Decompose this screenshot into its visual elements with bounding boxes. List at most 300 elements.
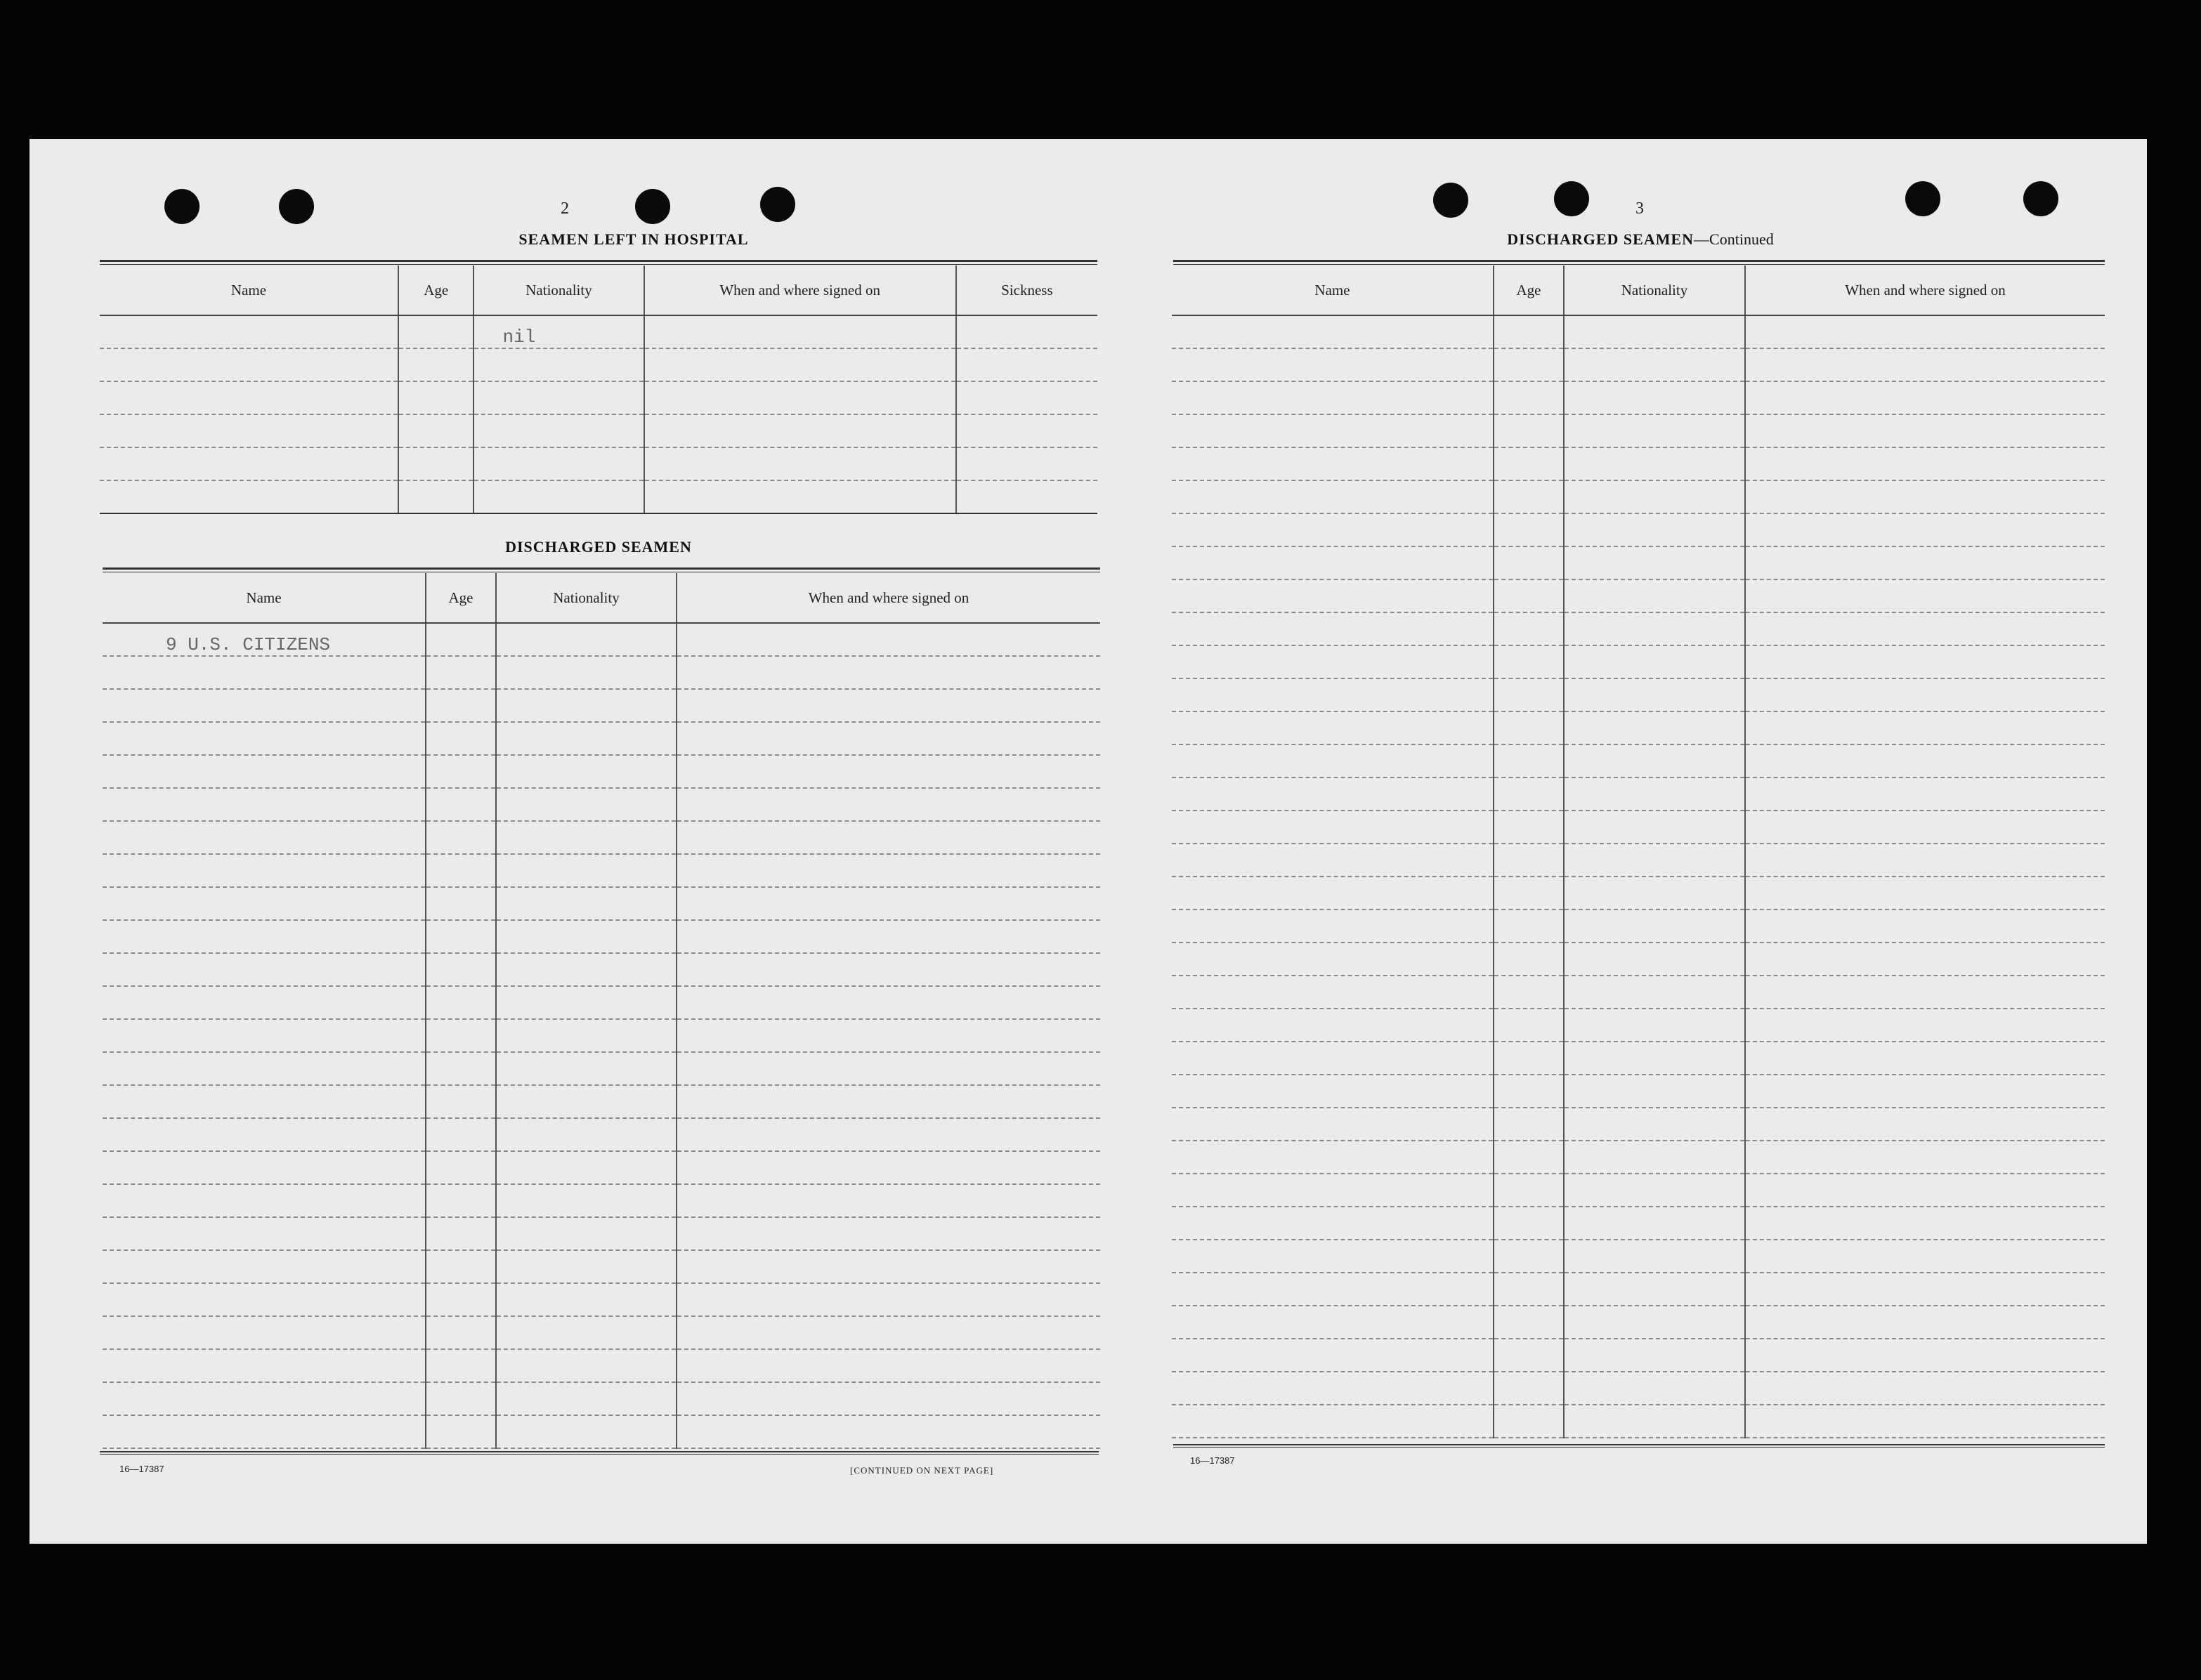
cell-nationality xyxy=(1564,1273,1745,1306)
cell-age xyxy=(1494,1108,1564,1141)
punch-hole xyxy=(635,189,670,224)
cell-age xyxy=(426,755,496,788)
cell-nationality xyxy=(1564,612,1745,645)
cell-age xyxy=(1494,844,1564,877)
cell-nationality xyxy=(496,1118,677,1151)
table-row xyxy=(1172,777,2105,811)
column-header-age: Age xyxy=(1494,265,1564,315)
punch-hole xyxy=(1905,181,1940,216)
cell-nationality xyxy=(473,480,644,513)
cell-name xyxy=(100,480,398,513)
cell-signed-on xyxy=(1745,711,2105,744)
column-header-age: Age xyxy=(426,573,496,623)
cell-signed-on xyxy=(677,1118,1100,1151)
cell-name xyxy=(1172,1240,1494,1273)
cell-name xyxy=(1172,877,1494,910)
cell-age xyxy=(1494,348,1564,381)
cell-age xyxy=(1494,546,1564,579)
table-row xyxy=(1172,678,2105,711)
cell-age xyxy=(1494,744,1564,777)
discharged-header-row xyxy=(103,573,1100,623)
cell-signed-on xyxy=(677,1283,1100,1316)
cell-signed-on xyxy=(1745,976,2105,1009)
cell-nationality xyxy=(1564,1240,1745,1273)
form-number-left: 16—17387 xyxy=(119,1464,164,1474)
cell-age xyxy=(1494,414,1564,447)
ledger-sheet xyxy=(30,139,2147,1544)
cell-nationality xyxy=(496,1415,677,1448)
cell-name xyxy=(103,1250,426,1283)
cell-signed-on xyxy=(1745,1042,2105,1075)
cell-nationality xyxy=(473,414,644,447)
cell-signed-on xyxy=(1745,943,2105,976)
cell-nationality: nil xyxy=(473,315,644,348)
cell-name xyxy=(1172,1042,1494,1075)
table-row xyxy=(1172,1075,2105,1108)
cell-name xyxy=(103,1217,426,1250)
cell-name xyxy=(103,1151,426,1184)
table-row xyxy=(1172,612,2105,645)
table-row xyxy=(1172,645,2105,678)
cell-nationality xyxy=(496,755,677,788)
cell-age xyxy=(426,1250,496,1283)
right-bottom-rule xyxy=(1173,1444,2105,1448)
cell-signed-on xyxy=(1745,348,2105,381)
cell-signed-on xyxy=(677,1151,1100,1184)
table-row xyxy=(1172,744,2105,777)
cell-name xyxy=(1172,678,1494,711)
cell-nationality xyxy=(496,887,677,920)
table-row xyxy=(103,1184,1100,1217)
cell-age xyxy=(1494,1405,1564,1438)
cell-age xyxy=(1494,877,1564,910)
cell-signed-on xyxy=(1745,877,2105,910)
cell-signed-on xyxy=(677,722,1100,755)
cell-nationality xyxy=(496,920,677,953)
cell-name xyxy=(1172,447,1494,480)
table-row xyxy=(1172,414,2105,447)
table-row xyxy=(103,1415,1100,1448)
cell-name xyxy=(1172,1108,1494,1141)
cell-nationality xyxy=(1564,678,1745,711)
cell-age xyxy=(426,1283,496,1316)
cell-nationality xyxy=(473,348,644,381)
table-row xyxy=(103,1085,1100,1118)
cell-signed-on xyxy=(1745,546,2105,579)
cell-age xyxy=(426,1019,496,1052)
column-header-name: Name xyxy=(1172,265,1494,315)
table-row xyxy=(103,920,1100,953)
cell-signed-on xyxy=(1745,579,2105,612)
cell-signed-on xyxy=(1745,744,2105,777)
cell-nationality xyxy=(496,1151,677,1184)
cell-age xyxy=(1494,513,1564,546)
cell-age xyxy=(1494,480,1564,513)
table-row xyxy=(1172,546,2105,579)
table-row xyxy=(1172,1207,2105,1240)
cell-name xyxy=(1172,612,1494,645)
cell-signed-on xyxy=(677,887,1100,920)
table-row xyxy=(100,480,1097,513)
cell-signed-on xyxy=(1745,414,2105,447)
table-row xyxy=(103,656,1100,689)
cell-nationality xyxy=(1564,1339,1745,1372)
cell-signed-on xyxy=(1745,480,2105,513)
table-row xyxy=(103,986,1100,1019)
cell-nationality xyxy=(496,1283,677,1316)
table-row xyxy=(103,1316,1100,1349)
cell-signed-on xyxy=(677,689,1100,722)
table-row xyxy=(1172,943,2105,976)
column-header-age: Age xyxy=(398,265,474,315)
cell-age xyxy=(1494,645,1564,678)
cell-name xyxy=(103,1052,426,1085)
table-row xyxy=(1172,910,2105,943)
cell-age xyxy=(426,623,496,656)
cell-signed-on xyxy=(1745,1240,2105,1273)
cell-age xyxy=(1494,910,1564,943)
cell-signed-on xyxy=(1745,777,2105,811)
table-row xyxy=(103,1349,1100,1382)
cell-age xyxy=(1494,1240,1564,1273)
cell-nationality xyxy=(496,953,677,986)
cell-signed-on xyxy=(1745,811,2105,844)
cell-name xyxy=(1172,1141,1494,1174)
cell-signed-on xyxy=(677,1184,1100,1217)
cell-name: 9 U.S. CITIZENS xyxy=(103,623,426,656)
cell-name xyxy=(1172,943,1494,976)
cell-nationality xyxy=(496,986,677,1019)
column-header-signed-on: When and where signed on xyxy=(677,573,1100,623)
table-row xyxy=(1172,1372,2105,1405)
cell-name xyxy=(100,447,398,480)
cell-name xyxy=(103,1316,426,1349)
cell-name xyxy=(1172,1075,1494,1108)
table-row xyxy=(103,821,1100,854)
cell-age xyxy=(1494,1306,1564,1339)
cell-nationality xyxy=(1564,579,1745,612)
cell-age xyxy=(1494,777,1564,811)
cell-name xyxy=(103,986,426,1019)
table-row xyxy=(1172,480,2105,513)
cell-sickness xyxy=(956,414,1097,447)
cell-name xyxy=(103,689,426,722)
cell-name xyxy=(1172,844,1494,877)
cell-age xyxy=(1494,976,1564,1009)
punch-hole xyxy=(1554,181,1589,216)
column-header-signed-on: When and where signed on xyxy=(1745,265,2105,315)
cell-signed-on xyxy=(677,1250,1100,1283)
cell-age xyxy=(398,447,474,480)
cell-name xyxy=(100,348,398,381)
cell-nationality xyxy=(496,656,677,689)
cell-signed-on xyxy=(1745,1174,2105,1207)
discharged-continued-title xyxy=(1173,230,2108,249)
cell-nationality xyxy=(496,1085,677,1118)
table-row xyxy=(103,722,1100,755)
table-row xyxy=(1172,711,2105,744)
cell-signed-on xyxy=(1745,612,2105,645)
table-row xyxy=(103,755,1100,788)
cell-nationality xyxy=(1564,1372,1745,1405)
cell-age xyxy=(426,1151,496,1184)
cell-name xyxy=(1172,1207,1494,1240)
cell-age xyxy=(426,920,496,953)
cell-age xyxy=(398,381,474,414)
cell-nationality xyxy=(496,788,677,821)
cell-name xyxy=(100,414,398,447)
cell-age xyxy=(1494,1372,1564,1405)
cell-name xyxy=(103,887,426,920)
cell-nationality xyxy=(496,821,677,854)
table-row xyxy=(1172,1141,2105,1174)
cell-name xyxy=(1172,1273,1494,1306)
discharged-table-left xyxy=(103,573,1100,1449)
form-number-right: 16—17387 xyxy=(1190,1455,1235,1466)
cell-nationality xyxy=(1564,1141,1745,1174)
cell-age xyxy=(426,854,496,887)
cell-name xyxy=(1172,315,1494,348)
table-row xyxy=(1172,579,2105,612)
cell-age xyxy=(1494,579,1564,612)
table-row xyxy=(103,623,1100,656)
cell-nationality xyxy=(1564,645,1745,678)
cell-signed-on xyxy=(644,381,956,414)
cell-sickness xyxy=(956,315,1097,348)
cell-name xyxy=(103,1085,426,1118)
cell-sickness xyxy=(956,447,1097,480)
table-row xyxy=(100,447,1097,480)
column-header-name: Name xyxy=(100,265,398,315)
cell-name xyxy=(1172,546,1494,579)
cell-nationality xyxy=(1564,348,1745,381)
cell-name xyxy=(1172,811,1494,844)
table-row xyxy=(1172,1339,2105,1372)
cell-nationality xyxy=(1564,744,1745,777)
cell-age xyxy=(1494,1339,1564,1372)
cell-name xyxy=(1172,414,1494,447)
cell-age xyxy=(398,348,474,381)
cell-age xyxy=(426,1415,496,1448)
column-header-nationality: Nationality xyxy=(1564,265,1745,315)
table-row xyxy=(1172,1240,2105,1273)
cell-signed-on xyxy=(677,821,1100,854)
page-number-left: 2 xyxy=(561,199,569,218)
table-row xyxy=(1172,1174,2105,1207)
cell-name xyxy=(1172,1372,1494,1405)
cell-nationality xyxy=(496,1382,677,1415)
cell-name xyxy=(1172,744,1494,777)
cell-nationality xyxy=(1564,943,1745,976)
cell-name xyxy=(103,920,426,953)
cell-age xyxy=(426,656,496,689)
cell-signed-on xyxy=(1745,1306,2105,1339)
title-main: DISCHARGED SEAMEN xyxy=(1507,230,1694,248)
cell-signed-on xyxy=(1745,910,2105,943)
cell-age xyxy=(426,788,496,821)
cell-name xyxy=(1172,579,1494,612)
cell-nationality xyxy=(496,689,677,722)
cell-nationality xyxy=(473,447,644,480)
table-row xyxy=(1172,381,2105,414)
cell-age xyxy=(398,480,474,513)
cell-nationality xyxy=(1564,1306,1745,1339)
cell-age xyxy=(426,1085,496,1118)
cell-signed-on xyxy=(1745,844,2105,877)
cell-name xyxy=(103,1118,426,1151)
cell-nationality xyxy=(1564,1042,1745,1075)
cell-age xyxy=(426,689,496,722)
cell-name xyxy=(103,1184,426,1217)
hospital-section-title: SEAMEN LEFT IN HOSPITAL xyxy=(518,230,749,248)
cell-signed-on xyxy=(677,1349,1100,1382)
cell-age xyxy=(426,1118,496,1151)
cell-nationality xyxy=(1564,910,1745,943)
table-row xyxy=(1172,1405,2105,1438)
cell-age xyxy=(1494,1174,1564,1207)
hospital-header-row xyxy=(100,265,1097,315)
cell-name xyxy=(103,854,426,887)
table-row xyxy=(1172,844,2105,877)
cell-nationality xyxy=(496,1052,677,1085)
cell-nationality xyxy=(496,623,677,656)
cell-signed-on xyxy=(677,1415,1100,1448)
cell-signed-on xyxy=(1745,1405,2105,1438)
table-row xyxy=(103,1118,1100,1151)
cell-age xyxy=(426,722,496,755)
cell-age xyxy=(1494,711,1564,744)
cell-name xyxy=(103,1019,426,1052)
cell-nationality xyxy=(496,854,677,887)
cell-nationality xyxy=(1564,546,1745,579)
column-header-nationality: Nationality xyxy=(496,573,677,623)
left-bottom-rule xyxy=(100,1451,1099,1455)
cell-age xyxy=(1494,447,1564,480)
cell-age xyxy=(426,1052,496,1085)
cell-nationality xyxy=(1564,513,1745,546)
right-title-rule xyxy=(1173,260,2105,265)
cell-signed-on xyxy=(644,447,956,480)
cell-name xyxy=(103,1415,426,1448)
table-row xyxy=(1172,348,2105,381)
cell-name xyxy=(1172,513,1494,546)
cell-name xyxy=(1172,1339,1494,1372)
cell-age xyxy=(426,1382,496,1415)
cell-nationality xyxy=(1564,480,1745,513)
table-row xyxy=(103,1151,1100,1184)
hospital-table xyxy=(100,265,1097,514)
cell-age xyxy=(426,887,496,920)
cell-nationality xyxy=(1564,381,1745,414)
cell-nationality xyxy=(1564,1075,1745,1108)
discharged-title-rule xyxy=(103,567,1100,572)
cell-age xyxy=(1494,1009,1564,1042)
cell-age xyxy=(426,1349,496,1382)
hospital-title-rule xyxy=(100,260,1097,265)
table-row xyxy=(103,1019,1100,1052)
cell-age xyxy=(426,953,496,986)
table-row xyxy=(100,381,1097,414)
page-number-right: 3 xyxy=(1635,199,1644,218)
column-header-nationality: Nationality xyxy=(473,265,644,315)
column-header-name: Name xyxy=(103,573,426,623)
cell-name xyxy=(1172,381,1494,414)
cell-nationality xyxy=(1564,1207,1745,1240)
cell-signed-on xyxy=(1745,1339,2105,1372)
table-row xyxy=(103,887,1100,920)
cell-sickness xyxy=(956,480,1097,513)
table-row xyxy=(103,689,1100,722)
cell-signed-on xyxy=(677,1316,1100,1349)
cell-nationality xyxy=(1564,976,1745,1009)
cell-signed-on xyxy=(1745,513,2105,546)
cell-age xyxy=(426,1316,496,1349)
cell-signed-on xyxy=(644,315,956,348)
table-row xyxy=(103,788,1100,821)
cell-signed-on xyxy=(677,1382,1100,1415)
cell-age xyxy=(1494,612,1564,645)
cell-age xyxy=(398,414,474,447)
cell-signed-on xyxy=(1745,1108,2105,1141)
cell-signed-on xyxy=(644,414,956,447)
cell-signed-on xyxy=(677,788,1100,821)
table-row xyxy=(103,1217,1100,1250)
cell-age xyxy=(1494,811,1564,844)
cell-signed-on xyxy=(677,1052,1100,1085)
cell-age xyxy=(1494,1075,1564,1108)
cell-signed-on xyxy=(677,1217,1100,1250)
cell-nationality xyxy=(1564,1009,1745,1042)
cell-signed-on xyxy=(1745,1372,2105,1405)
cell-name xyxy=(103,953,426,986)
cell-nationality xyxy=(496,1184,677,1217)
cell-age xyxy=(1494,315,1564,348)
table-row xyxy=(103,1283,1100,1316)
cell-age xyxy=(426,986,496,1019)
cell-signed-on xyxy=(1745,447,2105,480)
punch-hole xyxy=(279,189,314,224)
table-row xyxy=(103,1250,1100,1283)
cell-signed-on xyxy=(644,348,956,381)
table-row xyxy=(1172,1273,2105,1306)
table-row xyxy=(1172,447,2105,480)
cell-signed-on xyxy=(677,920,1100,953)
cell-age xyxy=(1494,678,1564,711)
punch-hole xyxy=(164,189,200,224)
table-row xyxy=(1172,513,2105,546)
cell-nationality xyxy=(1564,447,1745,480)
cell-nationality xyxy=(1564,811,1745,844)
discharged-continued-header-row xyxy=(1172,265,2105,315)
cell-nationality xyxy=(496,1019,677,1052)
cell-name xyxy=(1172,777,1494,811)
cell-nationality xyxy=(1564,414,1745,447)
cell-name xyxy=(100,315,398,348)
cell-nationality xyxy=(1564,877,1745,910)
cell-nationality xyxy=(1564,844,1745,877)
cell-signed-on xyxy=(644,480,956,513)
cell-signed-on xyxy=(677,656,1100,689)
cell-name xyxy=(1172,910,1494,943)
punch-hole xyxy=(1433,183,1468,218)
discharged-section-title: DISCHARGED SEAMEN xyxy=(505,538,692,556)
cell-age xyxy=(1494,943,1564,976)
table-row xyxy=(100,315,1097,348)
cell-name xyxy=(103,1349,426,1382)
cell-signed-on xyxy=(1745,645,2105,678)
table-row xyxy=(1172,811,2105,844)
cell-name xyxy=(103,1382,426,1415)
